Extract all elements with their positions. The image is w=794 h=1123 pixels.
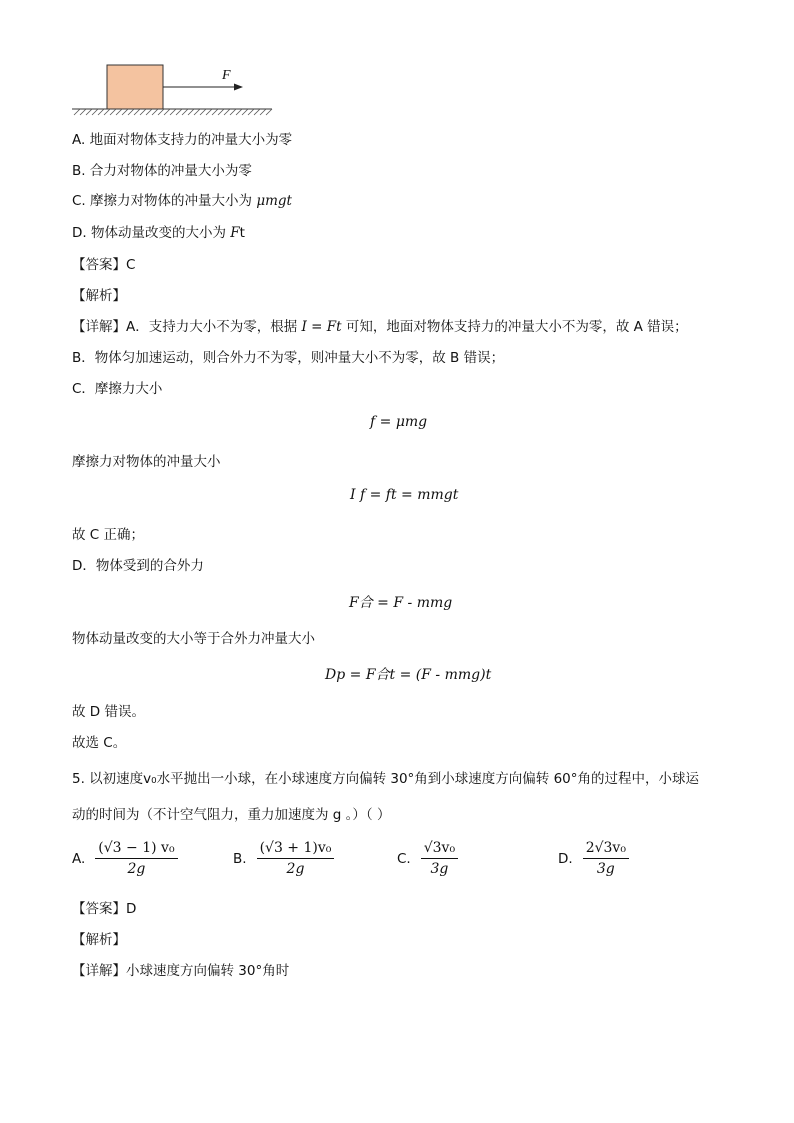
q4-analysis-heading: 【解析】	[72, 288, 126, 304]
q5-choice-d-letter: D.	[558, 850, 573, 867]
q4-detail-a-math: I = Ft	[301, 319, 342, 335]
hatch-stroke	[146, 109, 152, 115]
q4-option-b: B. 合力对物体的冲量大小为零	[72, 163, 252, 179]
hatch-stroke	[152, 109, 158, 115]
q4-option-a: A. 地面对物体支持力的冲量大小为零	[72, 132, 293, 148]
q5-choice-b-letter: B.	[233, 850, 247, 867]
hatch-stroke	[80, 109, 86, 115]
hatch-stroke	[230, 109, 236, 115]
q4-detail-a-pre: 【详解】A．支持力大小不为零，根据	[72, 319, 302, 335]
hatch-stroke	[134, 109, 140, 115]
q4-option-c	[72, 192, 292, 210]
hatch-stroke	[194, 109, 200, 115]
hatch-stroke	[122, 109, 128, 115]
hatch-stroke	[242, 109, 248, 115]
q5-choice-c-letter: C.	[397, 850, 411, 867]
block-force-figure	[70, 60, 280, 122]
q4-detail-b: B．物体匀加速运动，则合外力不为零，则冲量大小不为零，故 B 错误；	[72, 350, 505, 366]
equation-net-force: F合 = F - mmg	[349, 595, 453, 611]
hatch-stroke	[74, 109, 80, 115]
q5-choice-c-fraction	[421, 840, 458, 877]
q5-analysis-heading: 【解析】	[72, 932, 126, 948]
hatch-stroke	[110, 109, 116, 115]
q4-option-d	[72, 224, 245, 242]
hatch-stroke	[86, 109, 92, 115]
hatch-stroke	[206, 109, 212, 115]
q4-detail-c2: 摩擦力对物体的冲量大小	[72, 454, 221, 470]
hatch-stroke	[158, 109, 164, 115]
q5-choice-a-letter: A.	[72, 850, 86, 867]
q5-choice-a-fraction	[95, 840, 177, 877]
q5-choice-d	[558, 840, 629, 877]
q4-option-d-math: F	[230, 225, 240, 241]
q4-answer: 【答案】C	[72, 257, 136, 273]
q5-choice-a-numerator: (√3 − 1) v₀	[95, 840, 177, 859]
ground-hatching	[74, 109, 272, 115]
q5-choice-c-numerator: √3v₀	[421, 840, 458, 859]
q5-stem-line2: 动的时间为（不计空气阻力，重力加速度为 g 。）（ ）	[72, 807, 391, 823]
hatch-stroke	[116, 109, 122, 115]
hatch-stroke	[266, 109, 272, 115]
q4-conclusion: 故选 C。	[72, 735, 127, 751]
equation-momentum-change: Dp = F合t = (F - mmg)t	[325, 667, 492, 683]
q5-choice-a-denominator: 2g	[127, 861, 146, 877]
hatch-stroke	[176, 109, 182, 115]
q4-option-c-text: C. 摩擦力对物体的冲量大小为	[72, 193, 257, 209]
q5-choice-a	[72, 840, 178, 877]
q5-stem-line1: 5. 以初速度v₀水平抛出一小球，在小球速度方向偏转 30°角到小球速度方向偏转 60°角的过程中，小球运	[72, 771, 700, 787]
q4-detail-d: D．物体受到的合外力	[72, 558, 204, 574]
hatch-stroke	[140, 109, 146, 115]
hatch-stroke	[248, 109, 254, 115]
q4-option-d-text: D. 物体动量改变的大小为	[72, 225, 231, 241]
q5-choice-c	[397, 840, 458, 877]
hatch-stroke	[260, 109, 266, 115]
hatch-stroke	[188, 109, 194, 115]
hatch-stroke	[128, 109, 134, 115]
q4-option-c-math: μmgt	[256, 193, 292, 209]
equation-friction-impulse: I f = ft = mmgt	[350, 487, 459, 503]
hatch-stroke	[98, 109, 104, 115]
q5-choice-b-denominator: 2g	[286, 861, 305, 877]
hatch-stroke	[92, 109, 98, 115]
q5-choice-d-fraction	[583, 840, 629, 877]
force-label: F	[222, 68, 231, 83]
hatch-stroke	[170, 109, 176, 115]
q4-detail-d3: 故 D 错误。	[72, 704, 145, 720]
hatch-stroke	[254, 109, 260, 115]
block	[107, 65, 163, 109]
hatch-stroke	[200, 109, 206, 115]
q5-detail: 【详解】小球速度方向偏转 30°角时	[72, 963, 290, 979]
q4-option-d-tail: t	[239, 225, 245, 241]
q5-choice-b	[233, 840, 334, 877]
q5-choice-d-numerator: 2√3v₀	[583, 840, 629, 859]
q5-answer: 【答案】D	[72, 901, 137, 917]
q5-choice-b-fraction	[257, 840, 335, 877]
q5-choice-b-numerator: (√3 + 1)v₀	[257, 840, 335, 859]
equation-friction: f = μmg	[370, 414, 428, 430]
q4-detail-c3: 故 C 正确；	[72, 527, 145, 543]
hatch-stroke	[218, 109, 224, 115]
hatch-stroke	[236, 109, 242, 115]
q4-detail-a	[72, 318, 688, 336]
hatch-stroke	[104, 109, 110, 115]
q4-detail-d2: 物体动量改变的大小等于合外力冲量大小	[72, 631, 315, 647]
q5-choice-c-denominator: 3g	[430, 861, 449, 877]
hatch-stroke	[224, 109, 230, 115]
hatch-stroke	[212, 109, 218, 115]
q5-choice-d-denominator: 3g	[596, 861, 615, 877]
q4-detail-a-post: 可知，地面对物体支持力的冲量大小不为零，故 A 错误；	[341, 319, 688, 335]
force-arrow-head	[234, 84, 243, 91]
hatch-stroke	[164, 109, 170, 115]
hatch-stroke	[182, 109, 188, 115]
q4-detail-c: C．摩擦力大小	[72, 381, 163, 397]
